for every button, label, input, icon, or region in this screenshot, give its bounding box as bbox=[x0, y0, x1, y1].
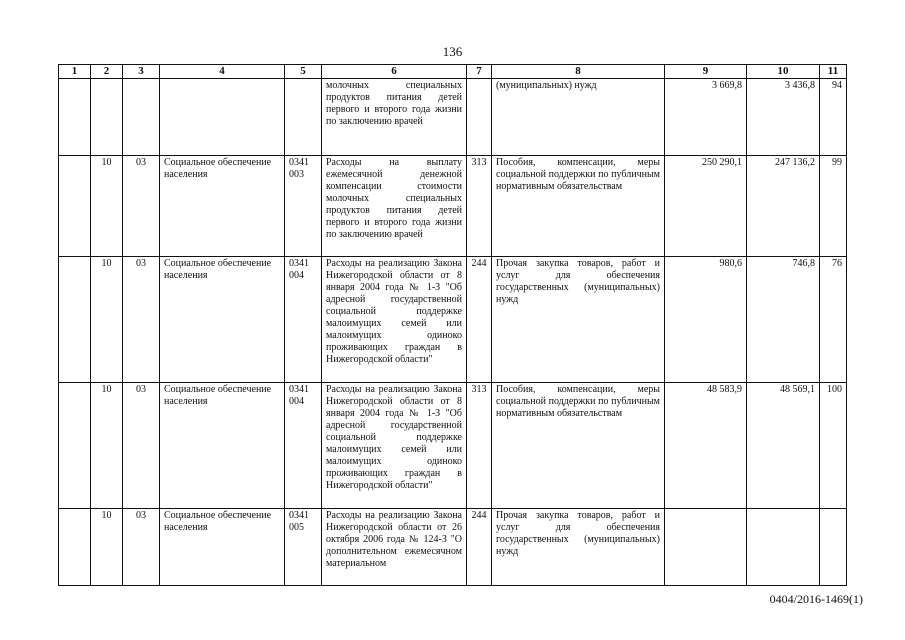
cell-planned-amount: 3 669,8 bbox=[665, 79, 747, 156]
table-row bbox=[59, 509, 847, 586]
cell-expense-description: Расходы на выплату ежемесячной денежной компенсации стоимости молочных специальных продуктов питания детей первого и второго года жизни по заключению врачей bbox=[322, 156, 467, 257]
cell-subsection: 03 bbox=[123, 509, 160, 586]
cell-section-name: Социальное обеспечение населения bbox=[160, 156, 285, 257]
cell-planned-amount: 980,6 bbox=[665, 257, 747, 383]
col-header-9: 9 bbox=[665, 65, 747, 79]
cell-actual-amount: 3 436,8 bbox=[747, 79, 820, 156]
cell-subsection bbox=[123, 79, 160, 156]
cell-expense-type-code: 244 bbox=[467, 257, 492, 383]
cell-col1 bbox=[59, 257, 91, 383]
cell-subsection: 03 bbox=[123, 257, 160, 383]
col-header-6: 6 bbox=[322, 65, 467, 79]
cell-percent: 94 bbox=[820, 79, 847, 156]
cell-section bbox=[91, 79, 123, 156]
col-header-7: 7 bbox=[467, 65, 492, 79]
col-header-10: 10 bbox=[747, 65, 820, 79]
cell-actual-amount bbox=[747, 509, 820, 586]
cell-actual-amount: 48 569,1 bbox=[747, 383, 820, 509]
page-number: 136 bbox=[442, 44, 463, 59]
table-row bbox=[59, 257, 847, 383]
cell-actual-amount: 746,8 bbox=[747, 257, 820, 383]
cell-target-code bbox=[285, 79, 322, 156]
col-header-1: 1 bbox=[59, 65, 91, 79]
cell-expense-description: Расходы на реализацию Закона Нижегородской области от 26 октября 2006 года № 124-З "О дополнительном ежемесячном материальном bbox=[322, 509, 467, 586]
col-header-4: 4 bbox=[160, 65, 285, 79]
cell-subsection: 03 bbox=[123, 156, 160, 257]
header-row bbox=[59, 65, 847, 79]
budget-table bbox=[58, 64, 847, 586]
col-header-3: 3 bbox=[123, 65, 160, 79]
cell-section-name bbox=[160, 79, 285, 156]
table-row bbox=[59, 383, 847, 509]
cell-col1 bbox=[59, 156, 91, 257]
cell-expense-description: Расходы на реализацию Закона Нижегородской области от 8 января 2004 года № 1-З "Об адресной государственной социальной поддержке малоимущих семей или малоимущих одиноко проживающих граждан в Нижегородской области" bbox=[322, 383, 467, 509]
cell-expense-type-name: Прочая закупка товаров, работ и услуг для обеспечения государственных (муниципальных) нужд bbox=[492, 509, 665, 586]
cell-section: 10 bbox=[91, 156, 123, 257]
cell-expense-type-name: Прочая закупка товаров, работ и услуг для обеспечения государственных (муниципальных) нужд bbox=[492, 257, 665, 383]
cell-expense-type-code bbox=[467, 79, 492, 156]
cell-section-name: Социальное обеспечение населения bbox=[160, 257, 285, 383]
cell-percent: 99 bbox=[820, 156, 847, 257]
cell-target-code: 0341 005 bbox=[285, 509, 322, 586]
cell-percent: 100 bbox=[820, 383, 847, 509]
cell-expense-type-name: Пособия, компенсации, меры социальной поддержки по публичным нормативным обязательствам bbox=[492, 156, 665, 257]
cell-section: 10 bbox=[91, 509, 123, 586]
cell-expense-type-name: Пособия, компенсации, меры социальной поддержки по публичным нормативным обязательствам bbox=[492, 383, 665, 509]
cell-section-name: Социальное обеспечение населения bbox=[160, 383, 285, 509]
cell-col1 bbox=[59, 383, 91, 509]
document-code: 0404/2016-1469(1) bbox=[769, 592, 863, 606]
cell-actual-amount: 247 136,2 bbox=[747, 156, 820, 257]
cell-section: 10 bbox=[91, 383, 123, 509]
cell-planned-amount bbox=[665, 509, 747, 586]
cell-subsection: 03 bbox=[123, 383, 160, 509]
col-header-5: 5 bbox=[285, 65, 322, 79]
cell-percent: 76 bbox=[820, 257, 847, 383]
cell-target-code: 0341 003 bbox=[285, 156, 322, 257]
cell-expense-type-code: 313 bbox=[467, 156, 492, 257]
col-header-11: 11 bbox=[820, 65, 847, 79]
cell-target-code: 0341 004 bbox=[285, 383, 322, 509]
cell-col1 bbox=[59, 79, 91, 156]
cell-percent bbox=[820, 509, 847, 586]
cell-target-code: 0341 004 bbox=[285, 257, 322, 383]
cell-planned-amount: 250 290,1 bbox=[665, 156, 747, 257]
col-header-8: 8 bbox=[492, 65, 665, 79]
table-row bbox=[59, 79, 847, 156]
cell-section: 10 bbox=[91, 257, 123, 383]
cell-expense-type-name: (муниципальных) нужд bbox=[492, 79, 665, 156]
cell-expense-description: молочных специальных продуктов питания детей первого и второго года жизни по заключению врачей bbox=[322, 79, 467, 156]
col-header-2: 2 bbox=[91, 65, 123, 79]
cell-expense-description: Расходы на реализацию Закона Нижегородской области от 8 января 2004 года № 1-З "Об адресной государственной социальной поддержке малоимущих семей или малоимущих одиноко проживающих граждан в Нижегородской области" bbox=[322, 257, 467, 383]
cell-expense-type-code: 244 bbox=[467, 509, 492, 586]
cell-col1 bbox=[59, 509, 91, 586]
table-row bbox=[59, 156, 847, 257]
cell-section-name: Социальное обеспечение населения bbox=[160, 509, 285, 586]
cell-expense-type-code: 313 bbox=[467, 383, 492, 509]
cell-planned-amount: 48 583,9 bbox=[665, 383, 747, 509]
